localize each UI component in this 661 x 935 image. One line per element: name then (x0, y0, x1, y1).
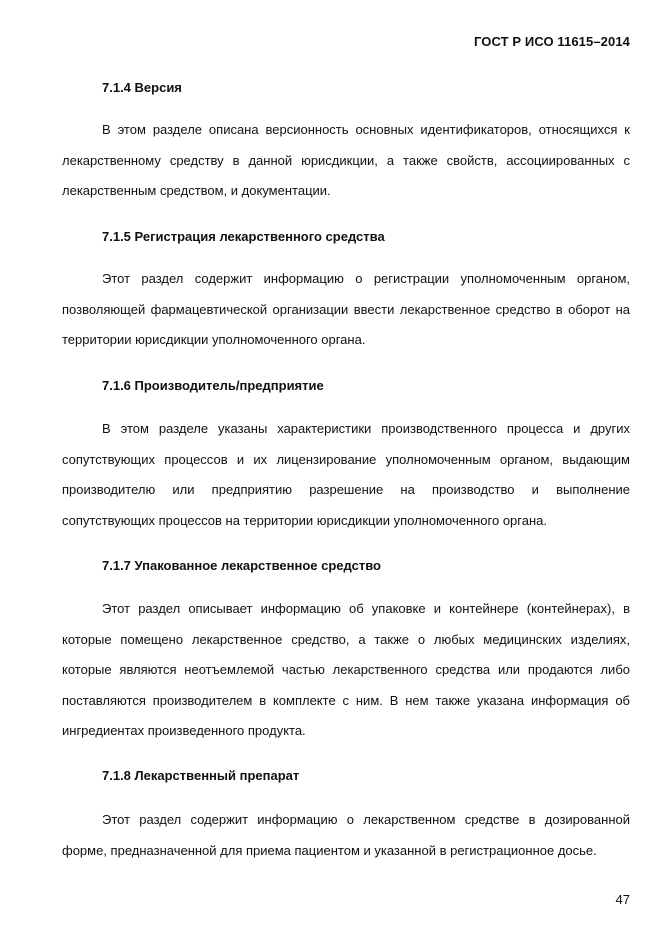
page-number: 47 (615, 892, 630, 907)
section-heading-7-1-4: 7.1.4 Версия (102, 80, 182, 95)
section-text-7-1-5: Этот раздел содержит информацию о регистрации уполномоченным органом, позволяющей фармацевтической организации ввести лекарственное средство в оборот на территории юрисдикции уполномоченного органа. (62, 271, 630, 347)
section-heading-7-1-8: 7.1.8 Лекарственный препарат (102, 768, 300, 783)
section-heading-7-1-6: 7.1.6 Производитель/предприятие (102, 378, 324, 393)
section-text-7-1-6: В этом разделе указаны характеристики производственного процесса и других сопутствующих процессов и их лицензирование уполномоченным органом, выдающим производителю или предприятию разрешение на производство и выполнение сопутствующих процессов на территории юрисдикции уполномоченного органа. (62, 421, 630, 528)
section-text-7-1-7: Этот раздел описывает информацию об упаковке и контейнере (контейнерах), в которые помещено лекарственное средство, а также о любых медицинских изделиях, которые являются неотъемлемой частью лекарственного средства или продаются либо поставляются производителем в комплекте с ним. В нем также указана информация об ингредиентах произведенного продукта. (62, 601, 630, 738)
document-header: ГОСТ Р ИСО 11615–2014 (473, 34, 630, 49)
section-text-7-1-4: В этом разделе описана версионность основных идентификаторов, относящихся к лекарственному средству в данной юрисдикции, а также свойств, ассоциированных с лекарственным средством, и документации. (62, 122, 630, 198)
section-text-7-1-8: Этот раздел содержит информацию о лекарственном средстве в дозированной форме, предназначенной для приема пациентом и указанной в регистрационное досье. (62, 812, 630, 858)
section-heading-7-1-7: 7.1.7 Упакованное лекарственное средство (102, 558, 381, 573)
section-heading-7-1-5: 7.1.5 Регистрация лекарственного средства (102, 229, 385, 244)
